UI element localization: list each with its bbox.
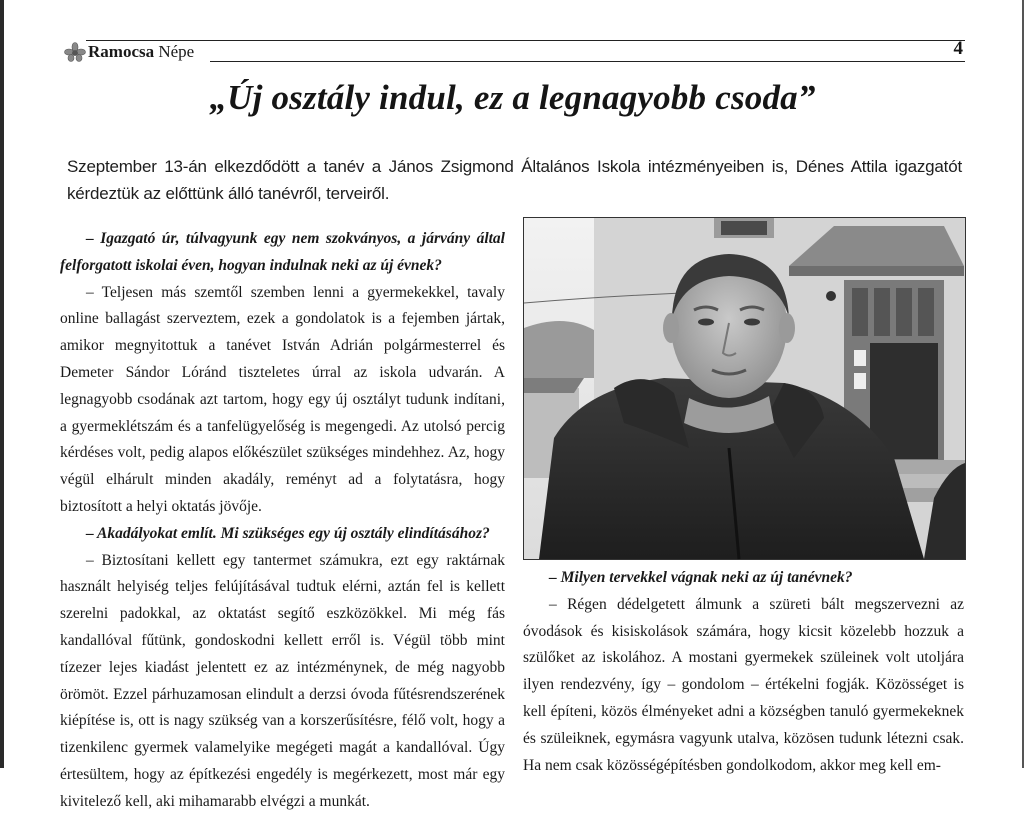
page-left-border [0,0,4,768]
publication-name: Ramocsa Népe [88,42,195,61]
interview-question: – Igazgató úr, túlvagyunk egy nem szokványos, a járvány által felforgatott iskolai éven, hogyan indulnak neki az új évnek? [60,230,505,274]
article-left-column [60,226,505,816]
page-header [60,38,965,68]
header-rule-top [86,40,965,41]
interview-question: – Akadályokat említ. Mi szükséges egy új osztály elindításához? [86,524,490,542]
interview-answer: – Biztosítani kellett egy tantermet számukra, ezt egy raktárnak használt helyiség teljes felújításával tudtuk elérni, aztán fel is kellett szerelni padokkal, az oktatást segítő eszközökkel. Mi még fás kandallóval fűtünk, gondoskodni kellett erről is. Végül több mint tízezer lejes kiadást jelentett ez az intézménynek, de még nagyobb örömöt. Ezzel párhuzamosan elindult a derzsi óvoda fűtésrendszerének kiépítése is, ott is nagy szükség van a korszerűsítésre, félő volt, hogy a tizenkilenc gyermek valamelyike megégeti magát a kandallóval. Úgy értesültem, hogy az építkezési engedély is megérkezett, most már egy kivitelező kell, aki mihamarabb elvégzi a munkát. [60,551,505,810]
flower-logo-icon [64,42,86,62]
interview-answer: – Régen dédelgetett álmunk a szüreti bált megszervezni az óvodások és kisiskolások számára, hogy kicsit közelebb hozzuk a szülőket az iskolához. A mostani gyermekek szüleinek volt utoljára ilyen rendezvény, így – gondolom – értékelni fogják. Közösséget is kell építeni, közös élményeket adni a községben tanuló gyermekeknek és szüleiknek, egymásra vagyunk utalva, közösen tudunk létezni csak. Ha nem csak közösségépítésben gondolkodom, akkor meg kell em- [523,595,964,774]
interview-answer: – Teljesen más szemtől szemben lenni a gyermekekkel, tavaly online ballagást szerveztem, ezek a gondolatok is a fejemben jártak, amikor megnyitottuk a tanévet István Adrián polgármesterrel és Demeter Sándor Lóránd tiszteletes úrral az iskola udvarán. A legnagyobb csodának azt tartom, hogy egy új osztályt tudunk indítani, a gyermeklétszám és a tanfelügyelőség is megengedi. Az utolsó percig kérdéses volt, pedig alapos előkészület szükséges mindehhez. Az, hogy végül elhárult minden akadály, reményt ad a folytatásra, hogy biztosított a helyi oktatás jövője. [60,283,505,515]
portrait-photo-icon [524,218,965,559]
page-number: 4 [953,38,963,59]
header-rule-bottom [210,61,965,62]
article-title: „Új osztály indul, ez a legnagyobb csoda” [209,78,816,117]
interview-question: – Milyen tervekkel vágnak neki az új tanévnek? [549,569,853,586]
article-lead: Szeptember 13-án elkezdődött a tanév a János Zsigmond Általános Iskola intézményeiben is, Dénes Attila igazgatót kérdeztük az előttünk álló tanévről, terveiről. [67,157,962,203]
portrait-photo [523,217,966,560]
article-right-column [523,565,964,779]
